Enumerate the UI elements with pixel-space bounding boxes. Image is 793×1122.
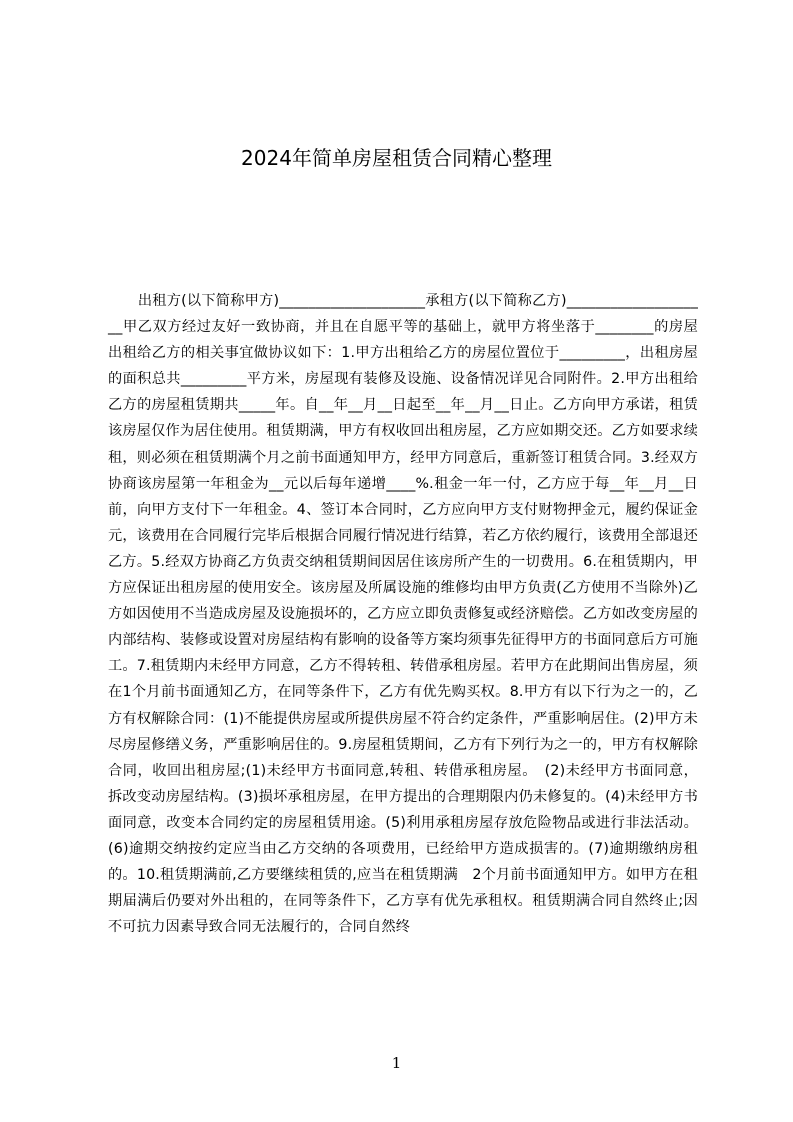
contract-body-text: 出租方(以下简称甲方)____________________承租方(以下简称乙方)____________________甲乙双方经过友好一致协商，并且在自愿平等的基础上，就甲方将坐落于________的房屋出租给乙方的相关事宜做协议如下：1.甲方出租给乙方的房屋位置位于_________，出租房屋的面积总共_________平方米，房屋现有装修及设施、设备情况详见合同附件。2.甲方出租给乙方的房屋租赁期共_____年。自__年__月__日起至__年__月__日止。乙方向甲方承诺，租赁该房屋仅作为居住使用。租赁期满，甲方有权收回出租房屋，乙方应如期交还。乙方如要求续租，则必须在租赁期满个月之前书面通知甲方，经甲方同意后，重新签订租赁合同。3.经双方协商该房屋第一年租金为__元以后每年递增____%.租金一年一付，乙方应于每__年__月__日前，向甲方支付下一年租金。4、签订本合同时，乙方应向甲方支付财物押金元，履约保证金元，该费用在合同履行完毕后根据合同履行情况进行结算，若乙方依约履行，该费用全部退还乙方。5.经双方协商乙方负责交纳租赁期间因居住该房所产生的一切费用。6.在租赁期内，甲方应保证出租房屋的使用安全。该房屋及所属设施的维修均由甲方负责(乙方使用不当除外)乙方如因使用不当造成房屋及设施损坏的，乙方应立即负责修复或经济赔偿。乙方如改变房屋的内部结构、装修或设置对房屋结构有影响的设备等方案均须事先征得甲方的书面同意后方可施工。7.租赁期内未经甲方同意，乙方不得转租、转借承租房屋。若甲方在此期间出售房屋，须在1个月前书面通知乙方，在同等条件下，乙方有优先购买权。8.甲方有以下行为之一的，乙方有权解除合同：(1)不能提供房屋或所提供房屋不符合约定条件，严重影响居住。(2)甲方未尽房屋修缮义务，严重影响居住的。9.房屋租赁期间，乙方有下列行为之一的，甲方有权解除合同，收回出租房屋;(1)未经甲方书面同意,转租、转借承租房屋。 (2)未经甲方书面同意，拆改变动房屋结构。(3)损坏承租房屋，在甲方提出的合理期限内仍未修复的。(4)未经甲方书面同意，改变本合同约定的房屋租赁用途。(5)利用承租房屋存放危险物品或进行非法活动。(6)逾期交纳按约定应当由乙方交纳的各项费用，已经给甲方造成损害的。(7)逾期缴纳房租的。10.租赁期满前,乙方要继续租赁的,应当在租赁期满 2个月前书面通知甲方。如甲方在租期届满后仍要对外出租的，在同等条件下，乙方享有优先承租权。租赁期满合同自然终止;因不可抗力因素导致合同无法履行的，合同自然终 <box>108 293 698 936</box>
page-title: 2024年简单房屋租赁合同精心整理 <box>241 146 552 170</box>
page-number: 1 <box>391 1054 402 1072</box>
